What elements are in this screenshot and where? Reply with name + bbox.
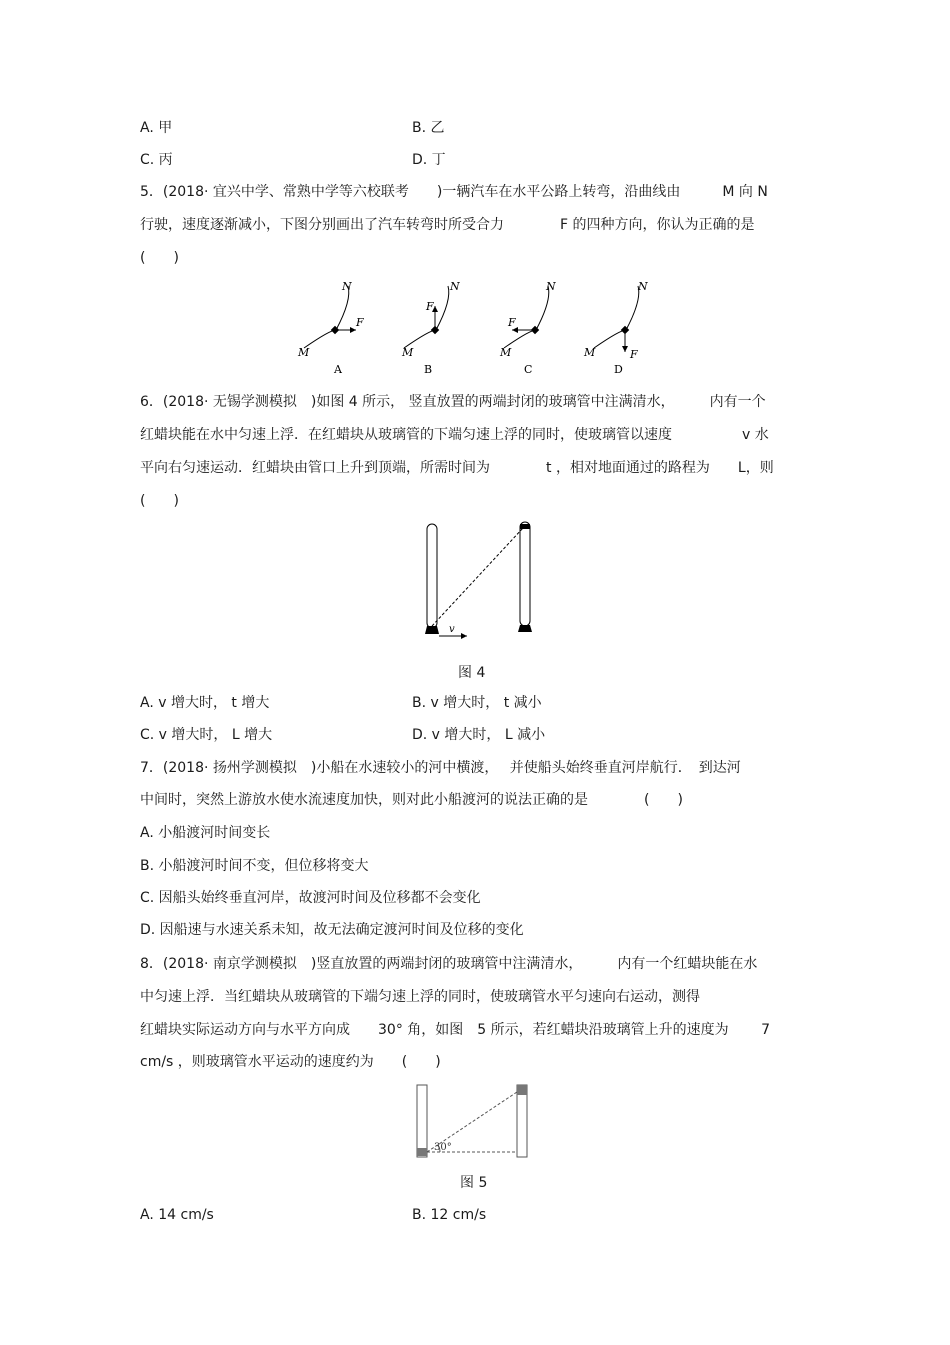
q5-line-3: ( ) [140, 250, 179, 266]
label-m: M [584, 346, 596, 359]
label-m: M [402, 346, 414, 359]
figure-5-caption: 图 5 [460, 1175, 488, 1191]
panel-letter: A [334, 363, 342, 376]
q4-option-d: D. 丁 [412, 152, 446, 168]
label-f: F [426, 300, 434, 313]
panel-letter: D [614, 363, 623, 376]
label-f: F [508, 316, 516, 329]
trajectory-dashed [432, 528, 523, 626]
q8-line-3: 红蜡块实际运动方向与水平方向成 30° 角，如图 5 所示，若红蜡块沿玻璃管上升的速度为 7 [140, 1022, 770, 1038]
q8-option-a: A. 14 cm/s [140, 1207, 214, 1223]
label-m: M [298, 346, 310, 359]
q6-line-3: 平向右匀速运动．红蜡块由管口上升到顶端，所需时间为 t ，相对地面通过的路程为 L，则 [140, 460, 774, 476]
wax-block-right [520, 524, 530, 529]
glass-tube-right [517, 1085, 527, 1157]
wax-block-left [425, 626, 439, 634]
label-n: N [342, 280, 352, 293]
panel-letter: C [524, 363, 533, 376]
q4-option-c: C. 丙 [140, 152, 173, 168]
q6-option-a: A. v 增大时， t 增大 [140, 695, 270, 711]
q7-option-a: A. 小船渡河时间变长 [140, 825, 271, 841]
curve-path [404, 286, 449, 348]
q5-panel-a [297, 280, 364, 376]
q7-line-2: 中间时，突然上游放水使水流速度加快，则对此小船渡河的说法正确的是 ( ) [140, 792, 683, 808]
velocity-label: v [449, 624, 455, 635]
q6-line-4: ( ) [140, 493, 179, 509]
q6-line-1: 6．(2018· 无锡学测模拟 )如图 4 所示， 竖直放置的两端封闭的玻璃管中注满清水， 内有一个 [140, 394, 766, 410]
q7-option-c: C. 因船头始终垂直河岸，故渡河时间及位移都不会变化 [140, 890, 481, 906]
q7-option-b: B. 小船渡河时间不变，但位移将变大 [140, 858, 369, 874]
q6-line-2: 红蜡块能在水中匀速上浮．在红蜡块从玻璃管的下端匀速上浮的同时，使玻璃管以速度 v 水 [140, 427, 769, 443]
q7-line-1: 7．(2018· 扬州学测模拟 )小船在水速较小的河中横渡， 并使船头始终垂直河岸航行． 到达河 [140, 760, 741, 776]
q5-panel-d [583, 280, 648, 376]
curve-path [304, 286, 349, 348]
q6-option-d: D. v 增大时， L 减小 [412, 727, 546, 743]
angle-label: 30° [434, 1142, 452, 1153]
label-n: N [450, 280, 460, 293]
q7-option-d: D. 因船速与水速关系未知，故无法确定渡河时间及位移的变化 [140, 922, 524, 938]
q6-figure-4 [415, 518, 545, 643]
q5-panel-b [401, 280, 460, 376]
q4-option-b: B. 乙 [412, 120, 445, 136]
q8-line-1: 8．(2018· 南京学测模拟 )竖直放置的两端封闭的玻璃管中注满清水， 内有一个红蜡块能在水 [140, 956, 758, 972]
wax-block-left [417, 1148, 427, 1156]
label-m: M [500, 346, 512, 359]
curve-path [594, 286, 639, 348]
label-n: N [638, 280, 648, 293]
glass-tube-left [417, 1085, 427, 1157]
q6-option-b: B. v 增大时， t 减小 [412, 695, 542, 711]
glass-tube-right [520, 522, 530, 626]
tube-base-right [518, 625, 532, 632]
label-f: F [356, 316, 364, 329]
glass-tube-left [427, 524, 437, 628]
q5-panel-c [499, 280, 556, 376]
q8-line-2: 中匀速上浮．当红蜡块从玻璃管的下端匀速上浮的同时，使玻璃管水平匀速向右运动，测得 [140, 989, 700, 1005]
q5-line-2: 行驶，速度逐渐减小，下图分别画出了汽车转弯时所受合力 F 的四种方向，你认为正确的是 [140, 217, 755, 233]
label-n: N [546, 280, 556, 293]
figure-4-caption: 图 4 [458, 665, 486, 681]
q6-option-c: C. v 增大时， L 增大 [140, 727, 273, 743]
panel-letter: B [424, 363, 433, 376]
q4-option-a: A. 甲 [140, 120, 173, 136]
q5-line-1: 5．(2018· 宜兴中学、常熟中学等六校联考 )一辆汽车在水平公路上转弯，沿曲线由 M 向 N [140, 184, 768, 200]
q5-figure [290, 278, 650, 378]
wax-block-right [517, 1085, 527, 1095]
label-f: F [630, 348, 638, 361]
q8-line-4: cm/s ，则玻璃管水平运动的速度约为 ( ) [140, 1054, 441, 1070]
q8-option-b: B. 12 cm/s [412, 1207, 487, 1223]
q8-figure-5 [412, 1082, 534, 1162]
